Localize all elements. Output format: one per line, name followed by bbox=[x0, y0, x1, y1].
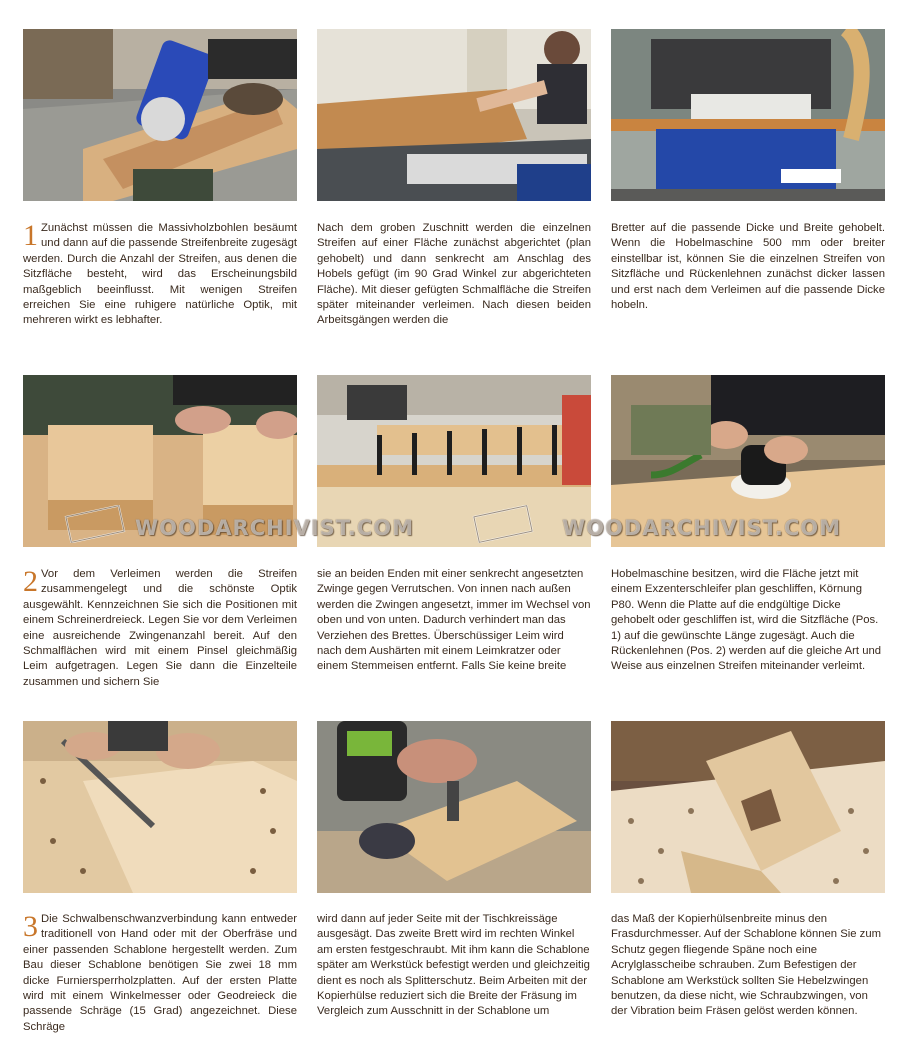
watermark-text-left: WOODARCHIVIST.COM bbox=[135, 516, 414, 540]
thickness-planer-photo bbox=[611, 29, 885, 201]
step-1-paragraph bbox=[23, 221, 297, 329]
row1-col2-paragraph: Nach dem groben Zuschnitt werden die einzelnen Streifen auf einer Fläche zunächst abgerichtet (plan gehobelt) und dann senkrecht am Anschlag des Hobels gefügt (im 90 Grad Winkel zur abgerichteten Fläche). Mit dieser gefügten Schmalfläche die Streifen später miteinander verleimen. Nach diesen beiden Arbeitsgängen werden die bbox=[317, 222, 591, 327]
step-3-paragraph bbox=[23, 912, 297, 1035]
watermark-logo-right bbox=[468, 505, 538, 543]
row3-col2-paragraph: wird dann auf jeder Seite mit der Tischkreissäge ausgesägt. Das zweite Brett wird im rechten Winkel am ersten festgeschraubt. Mit ihm kann die Schablone später am Werkstück befestigt werden und gleichzeitig dient es noch als Splitterschutz. Beim Arbeiten mit der Kopierhülse reduziert sich die Breite der Fräsung im Vergleich zum Ausschnitt in der Schablone um bbox=[317, 913, 590, 1018]
step-number-2: 2 bbox=[23, 565, 38, 598]
step-2-paragraph bbox=[23, 567, 297, 690]
watermark-logo-left bbox=[60, 505, 130, 543]
screwing-template-photo bbox=[317, 721, 591, 893]
table-saw-photo bbox=[23, 29, 297, 201]
jointer-planer-photo bbox=[317, 29, 591, 201]
step-3-text: Die Schwalbenschwanzverbindung kann entweder traditionell von Hand oder mit der Oberfräse und einer passenden Schablone hergestellt werden. Zum Bau dieser Schablone benötigen Sie zwei 18 mm dicke Furniersperrholzplatten. Auf der ersten Platte wird mit einem Winkelmesser oder Geodreieck die passende Schräge (15 Grad) angezeichnet. Diese Schräge bbox=[23, 913, 297, 1033]
watermark-text-right: WOODARCHIVIST.COM bbox=[562, 516, 841, 540]
row3-col3-paragraph: das Maß der Kopierhülsenbreite minus den Frasdurchmesser. Auf der Schablone können Sie zum Schutz gegen fliegende Späne noch eine Acrylglasscheibe schrauben. Zum Befestigen der Schablone am Werkstück sollten Sie Hebelzwingen benutzen, da diese nicht, wie Schraubzwingen, von der Vibration beim Fräsen gelöst werden können. bbox=[611, 913, 882, 1018]
step-2-text: Vor dem Verleimen werden die Streifen zusammengelegt und die schönste Optik ausgewählt. Kennzeichnen Sie sich die Positionen mit einem Schreinerdreieck. Legen Sie vor dem Verleimen eine ausreichende Zwingenanzahl bereit. Auf den Schmalflächen wird mit einem Pinsel gleichmäßig Leim aufgetragen. Legen Sie dann die Einzelteile zusammen und sichern Sie bbox=[23, 568, 297, 688]
step-number-1: 1 bbox=[23, 219, 38, 252]
step-number-3: 3 bbox=[23, 910, 38, 943]
row2-col3-paragraph: Hobelmaschine besitzen, wird die Fläche jetzt mit einem Exzenterschleifer plan geschliffen, Körnung P80. Wenn die Platte auf die endgültige Dicke gehobelt oder geschliffen ist, wird die Sitzfläche (Pos. 1) auf die gewünschte Länge zugesägt. Auch die Rückenlehnen (Pos. 2) werden auf die gleiche Art und Weise aus einzelnen Streifen miteinander verleimt. bbox=[611, 568, 882, 673]
dovetail-template-photo bbox=[611, 721, 885, 893]
row2-col2-paragraph: sie an beiden Enden mit einer senkrecht angesetzten Zwinge gegen Verrutschen. Von innen nach außen werden die Zwingen angesetzt, immer im Wechsel von oben und von unten. Dadurch verhindert man das Verziehen des Brettes. Überschüssiger Leim wird nach dem Aushärten mit einem Leimkratzer oder einem Stemmeisen entfernt. Falls Sie keine breite bbox=[317, 568, 591, 673]
row1-col3-paragraph: Bretter auf die passende Dicke und Breite gehobelt. Wenn die Hobelmaschine 500 mm oder breiter einstellbar ist, können Sie die einzelnen Streifen von Sitzfläche und Rückenlehnen zunächst dicker lassen und erst nach dem Verleimen auf die passende Dicke hobeln. bbox=[611, 222, 885, 312]
template-marking-photo bbox=[23, 721, 297, 893]
step-1-text: Zunächst müssen die Massivholzbohlen besäumt und dann auf die passende Streifenbreite zugesägt werden. Durch die Anzahl der Streifen, aus denen die Sitzfläche besteht, wird das Erscheinungsbild maßgeblich beeinflusst. Mit wenigen Streifen erreichen Sie eine ruhigere natürliche Optik, mit mehreren wirkt es lebhafter. bbox=[23, 222, 297, 327]
